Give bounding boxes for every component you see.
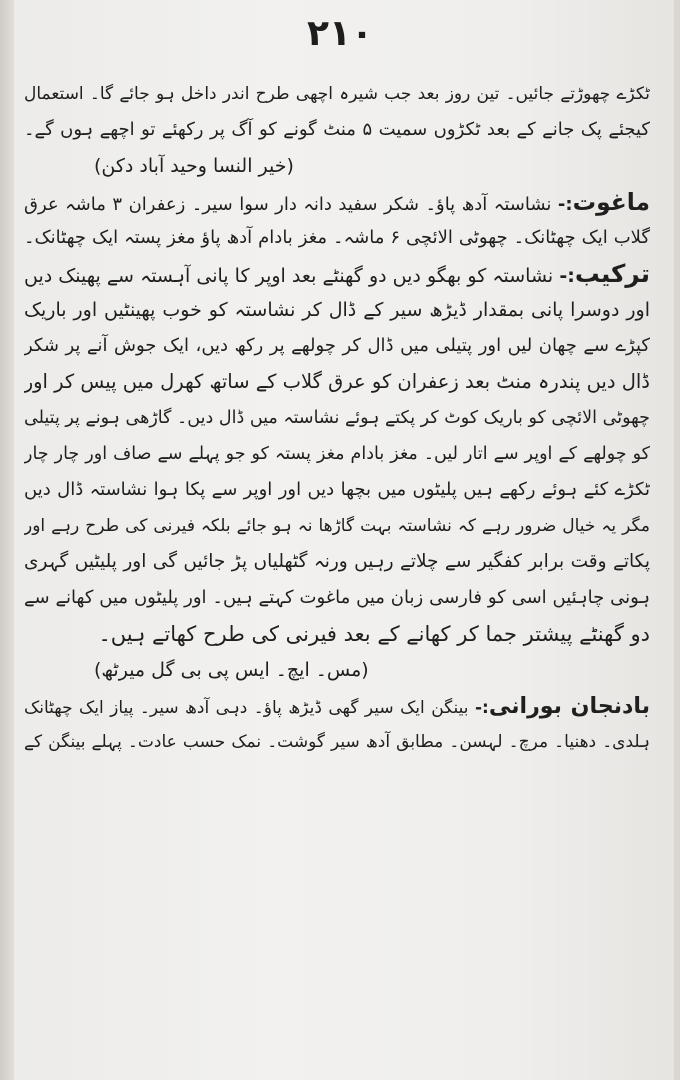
recipe-heading-line [24, 184, 650, 220]
text-line: پکاتے وقت برابر کفگیر سے چلاتے رہیں ورنہ گٹھلیاں پڑ جائیں گی اور پلیٹیں گہری [24, 551, 650, 572]
page-spine-shadow [0, 0, 14, 1080]
heading-separator: :- [557, 194, 573, 215]
text-line: مگر یہ خیال ضرور رہے کہ نشاستہ بہت گاڑھا نہ ہو جائے بلکہ فیرنی کی طرح رہے اور [24, 516, 650, 536]
text-line: دو گھنٹے پیشتر جما کر کھانے کے بعد فیرنی کی طرح کھاتے ہیں۔ [98, 622, 650, 646]
recipe-heading: بادنجان بورانی [488, 693, 650, 719]
text-line: ہلدی۔ دھنیا۔ مرچ۔ لہسن۔ مطابق آدھ سیر گوشت۔ نمک حسب عادت۔ پہلے بینگن کے [24, 732, 650, 752]
heading-separator: :- [559, 265, 575, 287]
page-number: ۲۱۰ [307, 13, 373, 54]
body-text: بینگن ایک سیر گھی ڈیڑھ پاؤ۔ دہی آدھ سیر۔ پیاز ایک چھٹانک [24, 698, 469, 718]
recipe-credit: (مس۔ ایچ۔ ایس پی بی گل میرٹھ) [94, 659, 369, 681]
text-line: کو چولھے کے اوپر سے اتار لیں۔ مغز بادام مغز پستہ کو جو پہلے سے صاف اور چار چار [24, 444, 650, 464]
text-line: ٹکڑے چھوڑتے جائیں۔ تین روز بعد جب شیرہ اچھی طرح اندر داخل ہو جائے گا۔ استعمال [24, 84, 650, 104]
text-line: گلاب ایک چھٹانک۔ چھوٹی الائچی ۶ ماشہ۔ مغز بادام آدھ پاؤ مغز پستہ ایک چھٹانک۔ [24, 227, 650, 248]
text-line: ہونی چاہئیں اسی کو فارسی زبان میں ماغوت کہتے ہیں۔ اور پلیٹوں میں کھانے سے [24, 587, 650, 608]
recipe-text [24, 76, 650, 760]
page-edge [674, 0, 680, 1080]
body-text: نشاستہ آدھ پاؤ۔ شکر سفید دانہ دار سوا سیر۔ زعفران ۳ ماشہ عرق [24, 194, 552, 215]
text-line: ٹکڑے کئے ہوئے رکھے ہیں پلیٹوں میں بچھا دیں اور اوپر سے پکا ہوا نشاستہ ڈال دیں [24, 479, 650, 500]
text-line: کپڑے سے چھان لیں اور پتیلی میں ڈال کر چولھے پر رکھ دیں، ایک جوش آنے پر شکر [24, 335, 650, 356]
recipe-heading: ماغوت [572, 188, 650, 216]
text-line: چھوٹی الائچی کو باریک کوٹ کر پکتے ہوئے نشاستہ میں ڈال دیں۔ گاڑھی ہونے پر پتیلی [24, 408, 650, 428]
text-line: اور دوسرا پانی بمقدار ڈیڑھ سیر کے ڈال کر نشاستہ کو خوب پھینٹیں اور باریک [24, 299, 650, 321]
recipe-heading: ترکیب [574, 259, 650, 288]
recipe-heading-line [24, 688, 650, 724]
text-line: کیجئے پک جانے کے بعد ٹکڑوں سمیت ۵ منٹ گونے کو آگ پر رکھئے تو اچھے ہوں گے۔ [24, 119, 650, 140]
text-line: ڈال دیں پندرہ منٹ بعد زعفران کو عرق گلاب کے ساتھ کھرل میں پیس کر اور [24, 370, 650, 393]
heading-separator: :- [475, 698, 489, 718]
recipe-credit: (خیر النسا وحید آباد دکن) [94, 155, 294, 177]
recipe-heading-line [24, 256, 650, 292]
body-text: نشاستہ کو بھگو دیں دو گھنٹے بعد اوپر کا پانی آہستہ سے پھینک دیں [24, 265, 554, 287]
